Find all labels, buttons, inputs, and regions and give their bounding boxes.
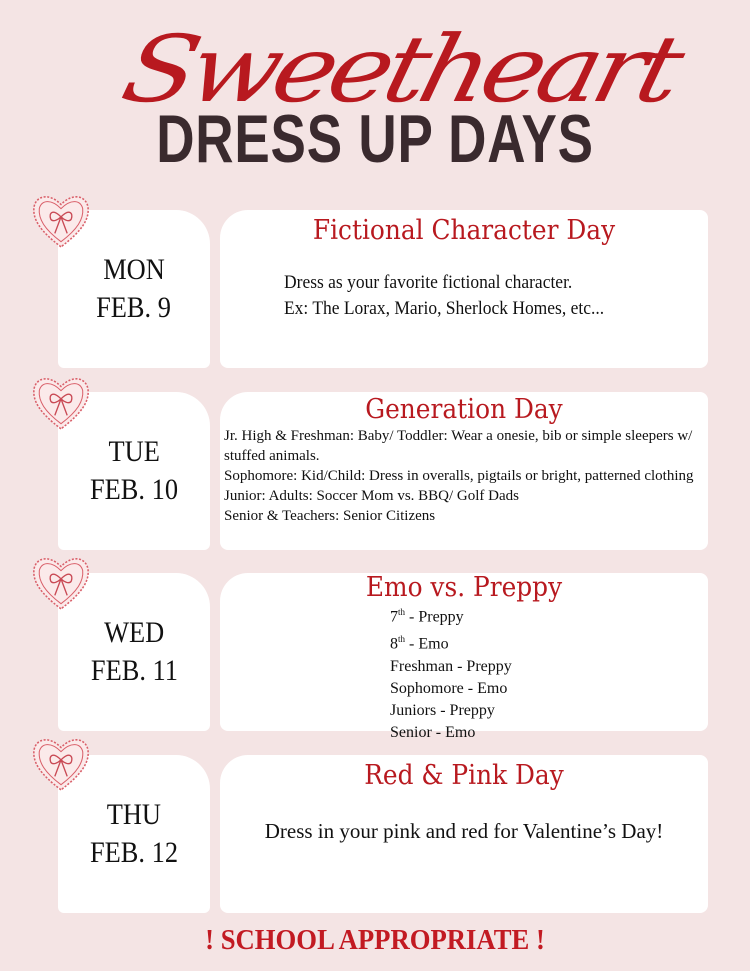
- event-line: Dress in your pink and red for Valentine’s Day!: [264, 819, 664, 843]
- event-line: Ex: The Lorax, Mario, Sherlock Homes, etc...: [284, 298, 605, 319]
- footer-notice: ! SCHOOL APPROPRIATE !: [205, 924, 545, 956]
- day-label: WED: [103, 616, 165, 649]
- script-title: Sweetheart: [112, 16, 688, 123]
- event-line: Junior: Adults: Soccer Mom vs. BBQ/ Golf Dads: [224, 488, 519, 504]
- event-line: Freshman - Preppy: [390, 657, 512, 675]
- heart-bow-icon: [30, 733, 92, 795]
- date-label: FEB. 11: [90, 654, 178, 687]
- event-card-wed: [220, 572, 708, 741]
- date-label: FEB. 9: [96, 291, 172, 324]
- event-line: Sophomore: Kid/Child: Dress in overalls, pigtails or bright, patterned clothing: [224, 468, 694, 484]
- event-title: Generation Day: [365, 394, 563, 425]
- event-line: Sophomore - Emo: [390, 679, 508, 697]
- day-label: TUE: [108, 435, 160, 468]
- headline: DRESS UP DAYS: [156, 101, 594, 177]
- day-label: THU: [106, 798, 162, 831]
- event-line: Jr. High & Freshman: Baby/ Toddler: Wear a onesie, bib or simple sleepers w/ stuffed animals.: [224, 428, 693, 464]
- event-card-mon: [220, 210, 708, 368]
- event-line: Senior - Emo: [390, 723, 476, 741]
- event-title: Red & Pink Day: [364, 760, 564, 791]
- event-title: Emo vs. Preppy: [365, 572, 563, 603]
- heart-bow-icon: [30, 190, 92, 252]
- date-label: FEB. 12: [89, 836, 179, 869]
- event-card-tue: [220, 392, 708, 550]
- heart-bow-icon: [30, 372, 92, 434]
- event-card-thu: [220, 755, 708, 913]
- event-line: Juniors - Preppy: [390, 701, 495, 719]
- event-line: 8th - Emo: [390, 634, 449, 653]
- date-label: FEB. 10: [89, 473, 179, 506]
- event-line: Dress as your favorite fictional character.: [284, 272, 573, 293]
- event-line: 7th - Preppy: [390, 607, 464, 626]
- heart-bow-icon: [30, 552, 92, 614]
- event-line: Senior & Teachers: Senior Citizens: [224, 508, 436, 524]
- event-title: Fictional Character Day: [312, 215, 616, 246]
- day-label: MON: [103, 253, 165, 286]
